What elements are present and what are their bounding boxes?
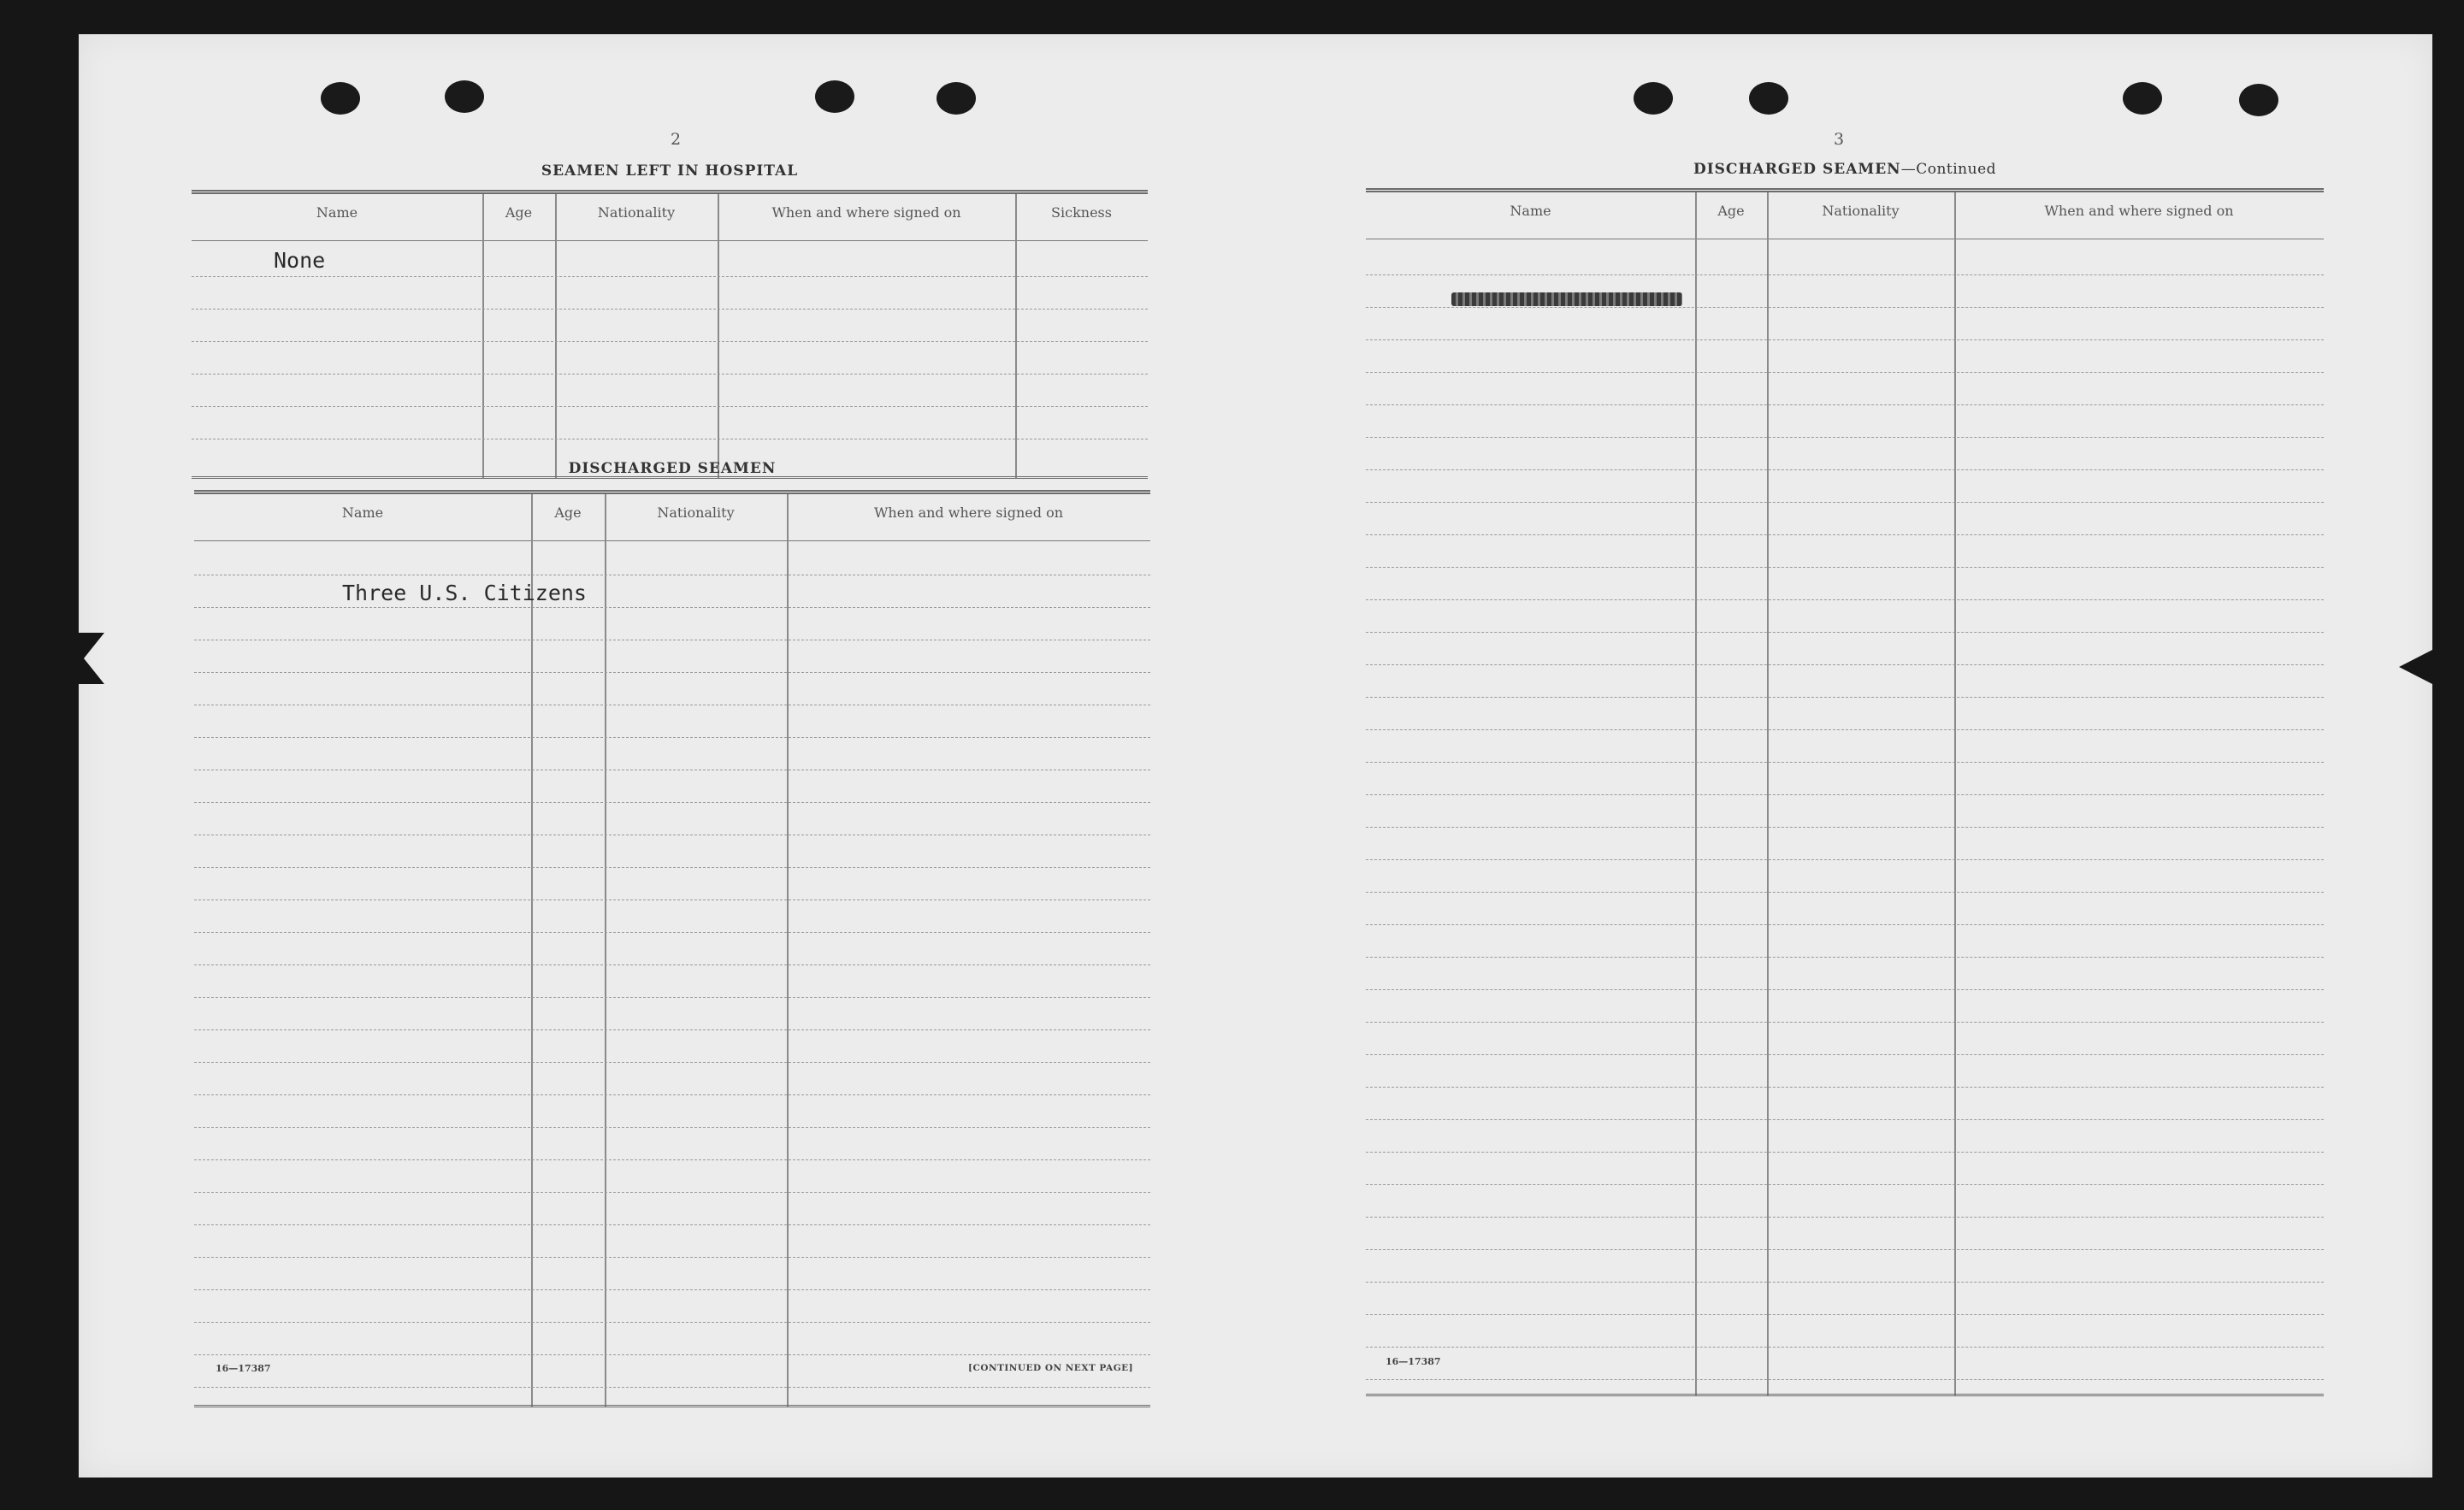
hospital-section-title: SEAMEN LEFT IN HOSPITAL (541, 162, 799, 180)
table-row (1366, 1152, 2324, 1153)
column-divider (787, 494, 789, 1407)
column-divider (605, 494, 606, 1407)
discharged-table (194, 490, 1150, 1407)
table-row (1366, 404, 2324, 405)
table-row (1366, 1054, 2324, 1055)
column-header-nationality: Nationality (597, 204, 676, 221)
column-divider (531, 494, 533, 1407)
column-header-age: Age (1717, 203, 1745, 219)
column-header-sickness: Sickness (1051, 204, 1112, 221)
column-divider (482, 194, 484, 479)
table-row (194, 1322, 1150, 1323)
table-row (1366, 307, 2324, 308)
table-row (1366, 534, 2324, 535)
column-divider (718, 194, 719, 479)
table-bottom-rule (1366, 1394, 2324, 1396)
discharged-entry: Three U.S. Citizens (342, 581, 587, 605)
punch-hole (937, 82, 976, 115)
punch-hole (815, 80, 854, 113)
table-row (1366, 664, 2324, 665)
table-row (1366, 892, 2324, 893)
table-row (1366, 599, 2324, 600)
table-row (194, 1029, 1150, 1030)
struck-out-entry (1451, 292, 1682, 306)
table-header (1366, 192, 2324, 239)
column-header-age: Age (505, 204, 533, 221)
table-row (1366, 1217, 2324, 1218)
column-header-name: Name (1510, 203, 1551, 219)
column-header-signed-on: When and where signed on (2044, 203, 2234, 219)
table-row (194, 802, 1150, 803)
table-row (1366, 989, 2324, 990)
column-header-signed-on: When and where signed on (873, 504, 1064, 521)
table-row (1366, 1282, 2324, 1283)
table-row (1366, 1249, 2324, 1250)
table-row (194, 607, 1150, 608)
table-row (1366, 502, 2324, 503)
column-header-name: Name (316, 204, 358, 221)
discharged-continued-table (1366, 188, 2324, 1396)
hospital-table (192, 190, 1148, 479)
table-row (1366, 957, 2324, 958)
column-header-nationality: Nationality (1822, 203, 1900, 219)
table-row (194, 1224, 1150, 1225)
table-row (1366, 697, 2324, 698)
table-row (1366, 1184, 2324, 1185)
table-row (194, 1159, 1150, 1160)
form-number-right: 16—17387 (1386, 1356, 1441, 1367)
discharged-section-title: DISCHARGED SEAMEN (568, 460, 777, 477)
punch-hole (1634, 82, 1673, 115)
table-row (1366, 632, 2324, 633)
table-row (192, 309, 1148, 310)
form-number-left: 16—17387 (216, 1363, 271, 1374)
column-header-signed-on: When and where signed on (771, 204, 961, 221)
table-row (1366, 1314, 2324, 1315)
column-divider (1015, 194, 1017, 479)
table-row (192, 341, 1148, 342)
document-sheet (79, 34, 2432, 1478)
table-row (194, 1127, 1150, 1128)
table-header (194, 494, 1150, 541)
hospital-entry: None (274, 248, 326, 273)
table-row (192, 374, 1148, 375)
table-bottom-rule (194, 1405, 1150, 1407)
column-header-nationality: Nationality (657, 504, 735, 521)
punch-hole (1749, 82, 1788, 115)
section-title-text: DISCHARGED SEAMEN (1693, 161, 1901, 178)
punch-hole (321, 82, 360, 115)
table-row (194, 1387, 1150, 1388)
table-row (194, 1192, 1150, 1193)
punch-hole (2123, 82, 2162, 115)
table-header (192, 194, 1148, 241)
table-row (194, 1354, 1150, 1355)
table-row (194, 1094, 1150, 1095)
table-row (1366, 1087, 2324, 1088)
section-title-suffix: —Continued (1900, 161, 1997, 178)
table-row (1366, 827, 2324, 828)
table-row (1366, 1347, 2324, 1348)
table-row (1366, 762, 2324, 763)
table-row (194, 1257, 1150, 1258)
punch-hole (2239, 84, 2278, 116)
table-row (194, 867, 1150, 868)
page-number-left: 2 (670, 130, 682, 149)
table-row (192, 406, 1148, 407)
column-header-name: Name (341, 504, 384, 521)
table-row (1366, 794, 2324, 795)
discharged-continued-title (1366, 161, 2324, 178)
table-row (1366, 469, 2324, 470)
continued-note: [CONTINUED ON NEXT PAGE] (968, 1363, 1134, 1373)
table-row (1366, 859, 2324, 860)
table-row (1366, 1379, 2324, 1380)
table-row (192, 276, 1148, 277)
page-number-right: 3 (1833, 130, 1845, 149)
table-row (194, 997, 1150, 998)
column-divider (555, 194, 557, 479)
table-row (1366, 924, 2324, 925)
table-row (1366, 729, 2324, 730)
column-header-age: Age (554, 504, 582, 521)
table-row (1366, 274, 2324, 275)
table-row (194, 1062, 1150, 1063)
table-row (1366, 339, 2324, 340)
table-row (1366, 1119, 2324, 1120)
table-row (1366, 567, 2324, 568)
table-row (194, 737, 1150, 738)
table-row (1366, 372, 2324, 373)
table-row (194, 1289, 1150, 1290)
punch-hole (445, 80, 484, 113)
table-row (194, 964, 1150, 965)
table-row (194, 932, 1150, 933)
table-row (194, 672, 1150, 673)
table-row (1366, 1022, 2324, 1023)
table-row (1366, 437, 2324, 438)
